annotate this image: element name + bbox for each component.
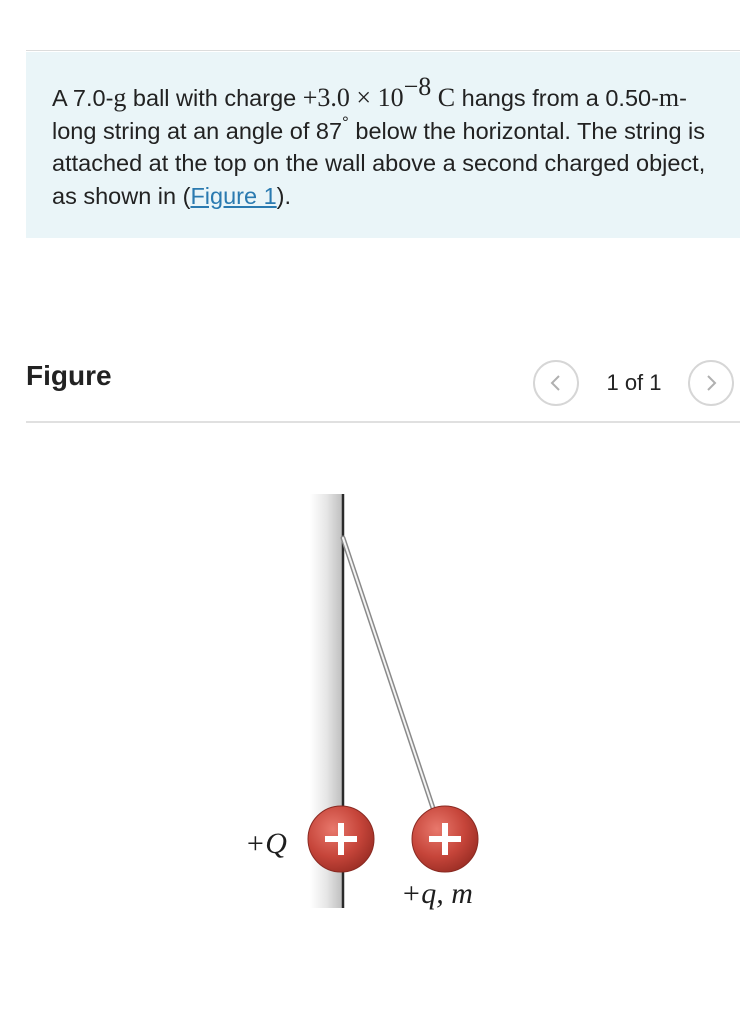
pendulum-diagram	[0, 430, 756, 950]
page-indicator: 1 of 1	[606, 370, 662, 395]
chevron-left-icon	[549, 374, 563, 392]
wall-charge-label: +Q	[245, 827, 287, 860]
top-divider	[26, 50, 740, 51]
hanging-ball	[412, 806, 478, 872]
string	[343, 538, 433, 808]
wall-charge	[308, 806, 374, 872]
charge-value: +3.0 × 10	[302, 83, 404, 112]
previous-figure-button[interactable]	[533, 360, 579, 406]
figure-1-link[interactable]: Figure 1	[190, 182, 277, 209]
figure-heading: Figure	[26, 360, 112, 391]
figure-divider	[26, 421, 740, 423]
chevron-right-icon	[704, 374, 718, 392]
next-figure-button[interactable]	[688, 360, 734, 406]
problem-statement: A 7.0-g ball with charge $+3.0 \times 10^{-8}$ C hangs from a 0.50-m-long string at an angle of 87° below the horizontal. The string is attached at the top on the wall above a second charged object, as shown in (Figure 1).	[26, 52, 740, 238]
ball-label: +q, m	[401, 877, 473, 910]
